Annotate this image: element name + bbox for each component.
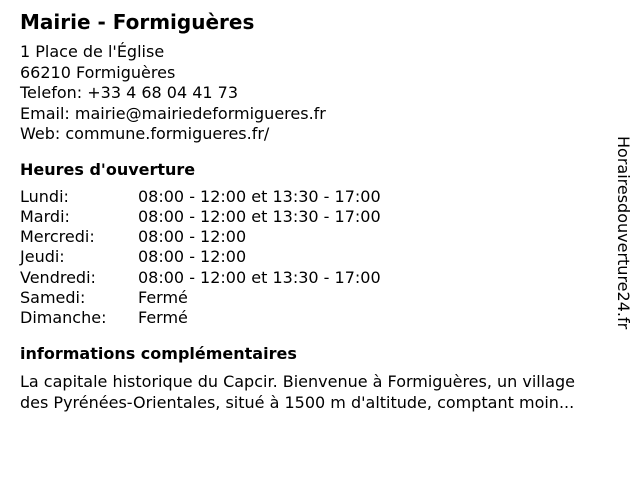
day-label: Mardi: xyxy=(20,206,70,226)
city-address: 66210 Formiguères xyxy=(20,62,176,82)
info-line-1: La capitale historique du Capcir. Bienvenue à Formiguères, un village xyxy=(20,371,575,391)
info-line-2: des Pyrénées-Orientales, situé à 1500 m d'altitude, comptant moin... xyxy=(20,392,575,412)
table-row xyxy=(20,308,381,328)
time-value: 08:00 - 12:00 et 13:30 - 17:00 xyxy=(138,186,381,206)
day-label: Samedi: xyxy=(20,287,86,307)
address-block xyxy=(20,42,610,145)
table-row xyxy=(20,288,381,308)
day-label: Jeudi: xyxy=(20,247,65,267)
day-label: Dimanche: xyxy=(20,308,107,328)
table-row xyxy=(20,227,381,247)
info-heading: informations complémentaires xyxy=(20,343,297,363)
info-description xyxy=(20,371,625,413)
opening-hours-table xyxy=(20,187,381,329)
street-address: 1 Place de l'Église xyxy=(20,42,165,61)
time-value: 08:00 - 12:00 xyxy=(138,227,247,247)
email-address: Email: mairie@mairiedeformigueres.fr xyxy=(20,103,326,123)
business-card xyxy=(20,8,610,413)
table-row xyxy=(20,268,381,288)
time-value: 08:00 - 12:00 et 13:30 - 17:00 xyxy=(138,267,381,287)
table-row xyxy=(20,187,381,207)
page-title: Mairie - Formiguères xyxy=(20,10,255,34)
time-value: 08:00 - 12:00 et 13:30 - 17:00 xyxy=(138,206,381,226)
website-link: Web: commune.formigueres.fr/ xyxy=(20,124,270,143)
time-value: Fermé xyxy=(138,308,188,328)
time-value: 08:00 - 12:00 xyxy=(138,247,247,267)
table-row xyxy=(20,207,381,227)
hours-heading: Heures d'ouverture xyxy=(20,159,196,179)
day-label: Vendredi: xyxy=(20,267,96,287)
phone-number: Telefon: +33 4 68 04 41 73 xyxy=(20,83,239,102)
table-row xyxy=(20,247,381,267)
day-label: Mercredi: xyxy=(20,227,95,247)
site-watermark xyxy=(612,136,640,344)
watermark-text: Horairesdouverture24.fr xyxy=(614,136,633,330)
time-value: Fermé xyxy=(138,287,188,307)
day-label: Lundi: xyxy=(20,186,69,206)
